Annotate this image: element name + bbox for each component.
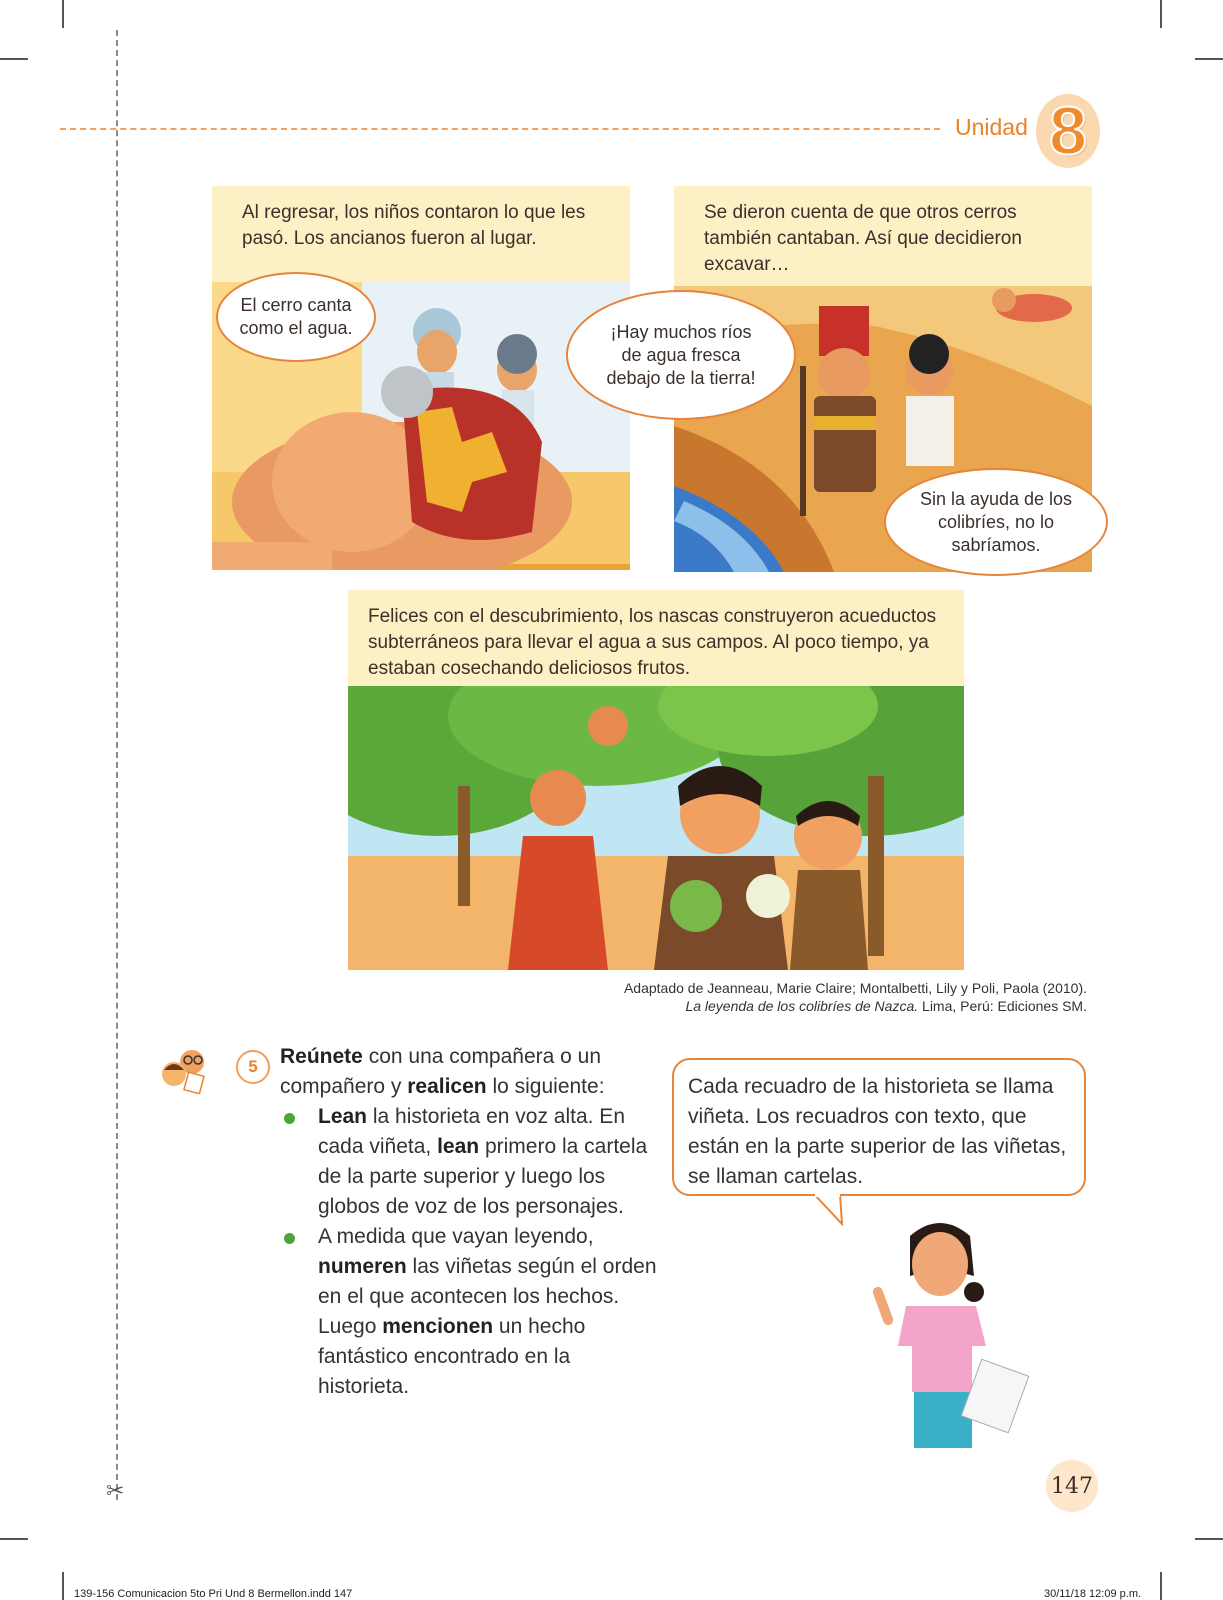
crop-mark [62,1572,64,1600]
task-bullet-2: A medida que vayan leyendo, numeren las viñetas según el orden en el que acontecen los hechos. Luego mencionen un hecho fantástico encontrado en la historieta. [280,1222,660,1402]
task-number: 5 [236,1050,270,1084]
task-instructions [280,1042,660,1402]
crop-mark [1195,1538,1223,1540]
unit-label: Unidad [955,114,1028,140]
panel3-illustration [348,686,964,970]
panel2-speech-bubble-second: Sin la ayuda de los colibríes, no lo sabríamos. [884,468,1108,576]
cut-line [116,30,118,1500]
crop-mark [0,58,28,60]
credit-publisher: Lima, Perú: Ediciones SM. [918,998,1087,1014]
note-speech-box: Cada recuadro de la historieta se llama viñeta. Los recuadros con texto, que están en la parte superior de las viñetas, se llaman cartelas. [672,1058,1086,1196]
panel3-caption: Felices con el descubrimiento, los nascas construyeron acueductos subterráneos para llevar el agua a sus campos. Al poco tiempo, ya estaban cosechando deliciosos frutos. [348,590,964,686]
crop-mark [1160,0,1162,28]
crop-mark [1160,1572,1162,1600]
bullet-dot [284,1113,295,1124]
panel1-caption: Al regresar, los niños contaron lo que les pasó. Los ancianos fueron al lugar. [212,186,630,282]
header-dashed-line [60,128,940,130]
credit-book-title: La leyenda de los colibríes de Nazca. [685,998,919,1014]
bullet-dot [284,1233,295,1244]
crop-mark [1195,58,1223,60]
footer-date: 30/11/18 12:09 p.m. [1044,1588,1142,1600]
scissors-icon: ✂ [106,1478,125,1503]
credit-line-1: Adaptado de Jeanneau, Marie Claire; Montalbetti, Lily y Poli, Paola (2010). [623,980,1087,996]
task-bullet-1: Lean la historieta en voz alta. En cada viñeta, lean primero la cartela de la parte superior y luego los globos de voz de los personajes. [280,1102,660,1222]
task-intro: Reúnete con una compañera o un compañero y realicen lo siguiente: [280,1045,605,1098]
crop-mark [0,1538,28,1540]
unit-number: 8 [1049,93,1087,169]
panel1-speech-bubble: El cerro canta como el agua. [216,272,376,362]
credit-line-2 [685,998,1087,1014]
panel2-caption: Se dieron cuenta de que otros cerros también cantaban. Así que decidieron excavar… [674,186,1092,286]
page-number: 147 [1046,1460,1098,1512]
girl-illustration [870,1216,1030,1452]
panel2-speech-bubble-main: ¡Hay muchos ríos de agua fresca debajo de la tierra! [566,290,796,420]
footer-file-info: 139-156 Comunicacion 5to Pri Und 8 Bermellon.indd 147 [74,1588,353,1600]
crop-mark [62,0,64,28]
pair-work-icon [158,1048,210,1094]
note-bubble-tail [812,1194,852,1226]
